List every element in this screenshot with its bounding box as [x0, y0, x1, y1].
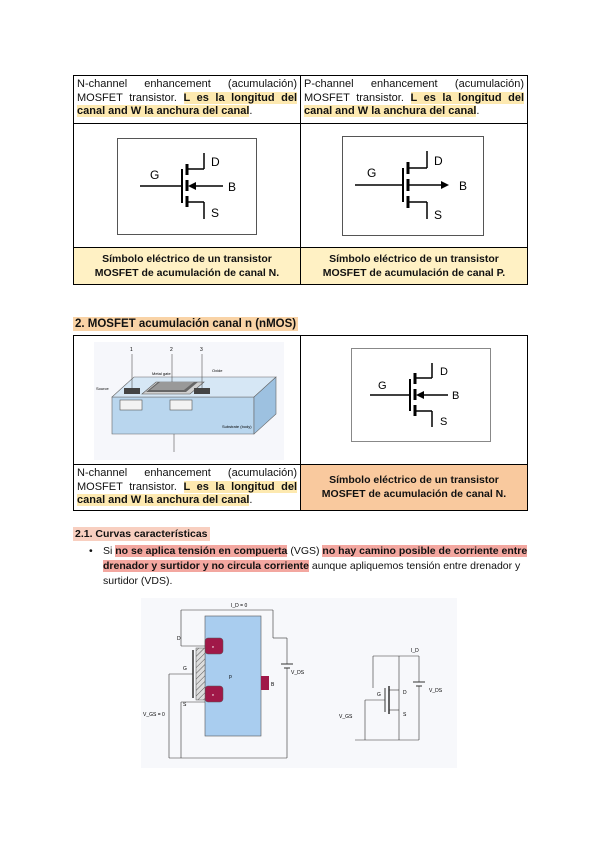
period: . [476, 105, 480, 117]
nchannel-desc-text: N-channel enhancement (acumulación) MOSFET transistor. [77, 78, 297, 104]
id-label: I_D = 0 [231, 603, 248, 609]
nmos-symbol-svg-2 [352, 349, 490, 441]
terminal-1-label: 1 [130, 347, 133, 353]
n1-label: n [212, 644, 215, 649]
para-text-1: Si [103, 545, 116, 557]
period: . [249, 105, 253, 117]
oxide-label: Oxide [212, 368, 223, 373]
pchannel-caption: Símbolo eléctrico de un transistor MOSFET de acumulación de canal P. [322, 253, 506, 279]
s-label: S [183, 702, 187, 708]
nchannel-symbol [117, 138, 257, 235]
source-label: S [434, 208, 443, 222]
gate-label: G [378, 380, 387, 392]
terminal-3-label: 3 [200, 347, 203, 353]
n2-label: n [212, 692, 215, 697]
nchannel-symbol-cell [74, 124, 301, 248]
nmos-symbol-cell [301, 336, 528, 465]
nchannel-desc-bold: L es la longitud del canal and W la anchura del canal [77, 91, 298, 117]
pchannel-desc-bold: L es la longitud del canal and W la anchura del canal [304, 91, 525, 117]
vds-label: V_DS [291, 670, 305, 676]
para-red-1: no se aplica tensión en compuerta [115, 545, 288, 557]
pmos-symbol-svg [343, 137, 483, 235]
vgs-label: V_GS = 0 [143, 712, 165, 718]
bulk-label: B [459, 179, 468, 193]
period: . [249, 494, 253, 506]
drain-label: D [440, 366, 448, 378]
p-label: p [229, 674, 232, 680]
nmos-symbol-svg [118, 139, 256, 234]
bulk-label: B [228, 180, 237, 194]
bullet: • [89, 545, 93, 557]
nchannel-caption-cell [74, 248, 301, 285]
bulk-label: B [452, 390, 460, 402]
s2-label: S [403, 712, 407, 718]
vgs2-label: V_GS [339, 714, 353, 720]
nmos-caption: Símbolo eléctrico de un transistor MOSFET de acumulación de canal N. [321, 474, 507, 501]
drain-label: D [434, 154, 443, 168]
para-text-2: (VGS) [287, 545, 323, 557]
section-2-heading-wrap [73, 314, 298, 332]
para-text-3: aunque apliquemos tensión entre drenador y surtidor (VDS). [103, 560, 521, 587]
drain-label: D [211, 155, 220, 169]
nmos-desc-text: N-channel enhancement (acumulación) MOSFET transistor. [77, 467, 297, 493]
nmos-desc-bold: L es la longitud del canal and W la anchura del canal [77, 480, 298, 506]
pchannel-desc-text: P-channel enhancement (acumulación) MOSFET transistor. [304, 78, 524, 104]
nmos-table [73, 335, 528, 511]
section-21-heading-wrap [73, 524, 210, 542]
nmos-symbol [351, 348, 491, 442]
device-image-cell [74, 336, 301, 465]
section-2-heading: 2. MOSFET acumulación canal n (nMOS) [75, 318, 297, 330]
para-red-2: no hay camino posible de corriente entre drenador y surtidor y no circula corriente [103, 545, 528, 572]
g-label: G [183, 666, 187, 672]
pchannel-symbol [342, 136, 484, 236]
gate-label: G [367, 166, 377, 180]
symbols-table [73, 75, 528, 285]
mosfet-device-image [94, 342, 284, 460]
g2-label: G [377, 692, 381, 698]
nmos-desc-cell [74, 465, 301, 511]
pchannel-desc-cell [301, 76, 528, 124]
source-region-label: Source [96, 386, 109, 391]
source-label: S [211, 206, 220, 220]
source-label: S [440, 416, 448, 428]
nmos-caption-cell [301, 465, 528, 511]
vds2-label: V_DS [429, 688, 443, 694]
nchannel-caption: Símbolo eléctrico de un transistor MOSFET de acumulación de canal N. [94, 253, 280, 279]
d-label: D [177, 636, 181, 642]
nchannel-desc-cell [74, 76, 301, 124]
circuit-figure [141, 598, 457, 768]
section-21-heading: 2.1. Curvas características [75, 528, 208, 540]
gate-label: G [150, 168, 160, 182]
bullet-paragraph [89, 544, 529, 589]
metal-gate-label: Metal gate [152, 371, 171, 376]
b-label: B [271, 682, 275, 688]
substrate-label: Substrate (body) [222, 424, 252, 429]
pchannel-symbol-cell [301, 124, 528, 248]
terminal-2-label: 2 [170, 347, 173, 353]
id2-label: I_D [411, 648, 419, 654]
pchannel-caption-cell [301, 248, 528, 285]
d2-label: D [403, 690, 407, 696]
